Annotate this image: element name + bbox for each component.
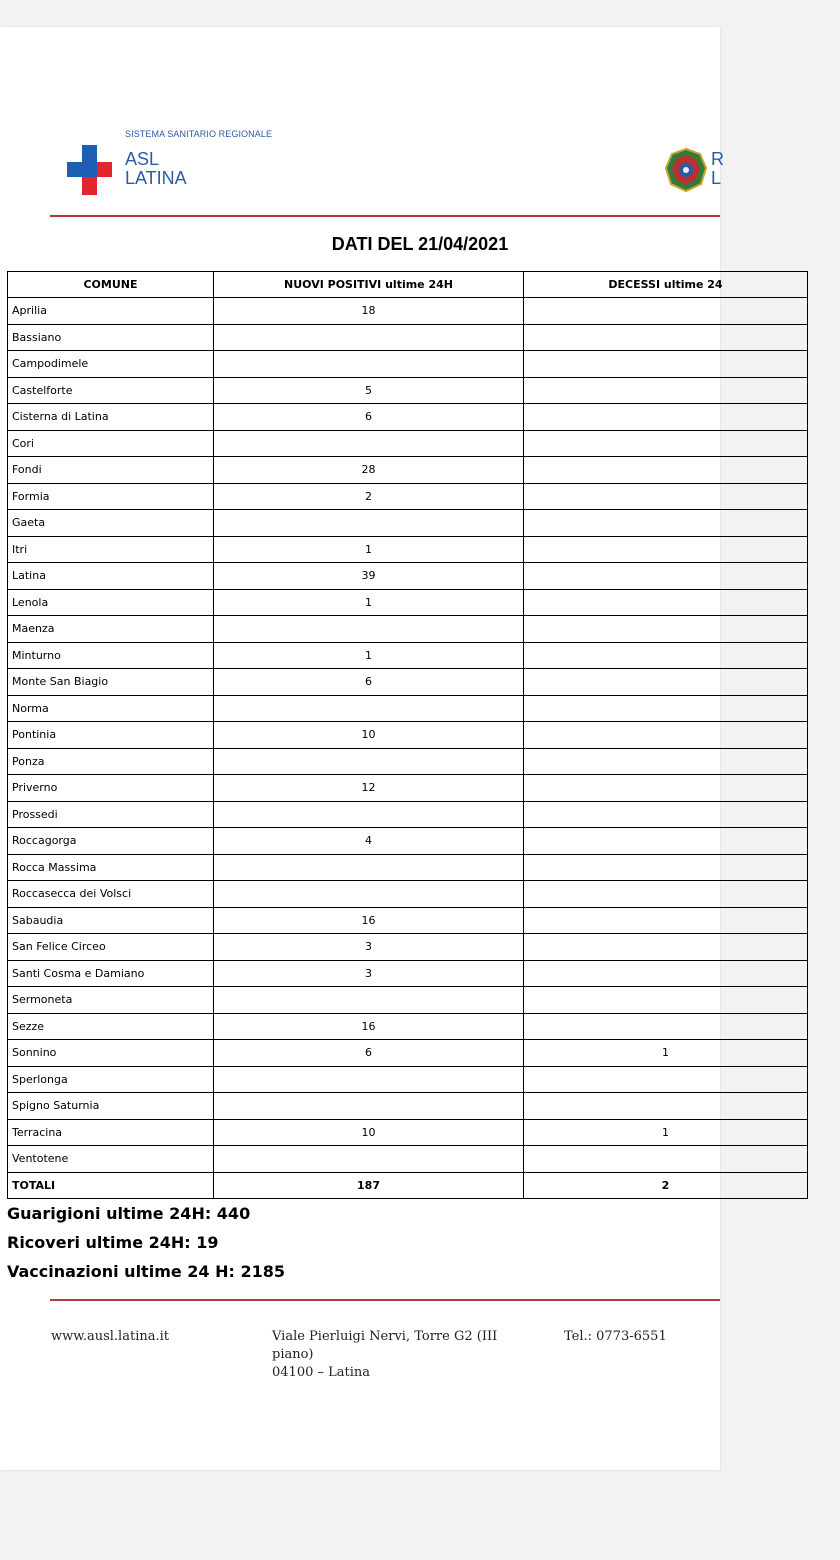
decessi-cell <box>524 695 808 722</box>
decessi-cell <box>524 722 808 749</box>
comune-cell: Cori <box>8 430 214 457</box>
vaccinations-summary: Vaccinazioni ultime 24 H: 2185 <box>7 1262 286 1281</box>
footer-divider <box>50 1299 720 1301</box>
decessi-cell <box>524 987 808 1014</box>
nuovi-positivi-cell <box>214 324 524 351</box>
table-row <box>8 854 808 881</box>
nuovi-positivi-cell: 187 <box>214 1172 524 1199</box>
nuovi-positivi-cell <box>214 854 524 881</box>
nuovi-positivi-cell: 2 <box>214 483 524 510</box>
system-label: SISTEMA SANITARIO REGIONALE <box>125 129 273 139</box>
nuovi-positivi-cell: 5 <box>214 377 524 404</box>
decessi-cell <box>524 907 808 934</box>
comune-cell: Sezze <box>8 1013 214 1040</box>
decessi-cell: 2 <box>524 1172 808 1199</box>
footer-address-line1: Viale Pierluigi Nervi, Torre G2 (III <box>272 1329 498 1344</box>
comune-cell: Cisterna di Latina <box>8 404 214 431</box>
region-lazio-logo <box>665 148 707 192</box>
comune-cell: Sermoneta <box>8 987 214 1014</box>
comune-cell: Ventotene <box>8 1146 214 1173</box>
table-row <box>8 1093 808 1120</box>
nuovi-positivi-cell: 28 <box>214 457 524 484</box>
nuovi-positivi-cell: 6 <box>214 404 524 431</box>
decessi-cell <box>524 881 808 908</box>
decessi-cell <box>524 934 808 961</box>
decessi-cell <box>524 1066 808 1093</box>
comune-cell: Prossedi <box>8 801 214 828</box>
decessi-cell <box>524 960 808 987</box>
comune-cell: Roccagorga <box>8 828 214 855</box>
footer-address-line3: 04100 – Latina <box>272 1365 371 1380</box>
comune-cell: Monte San Biagio <box>8 669 214 696</box>
nuovi-positivi-cell: 12 <box>214 775 524 802</box>
decessi-cell: 1 <box>524 1040 808 1067</box>
table-row <box>8 1119 808 1146</box>
table-row <box>8 430 808 457</box>
nuovi-positivi-cell <box>214 695 524 722</box>
table-row <box>8 987 808 1014</box>
comune-cell: Sonnino <box>8 1040 214 1067</box>
decessi-cell <box>524 1093 808 1120</box>
nuovi-positivi-cell <box>214 510 524 537</box>
nuovi-positivi-cell: 3 <box>214 960 524 987</box>
nuovi-positivi-cell: 1 <box>214 589 524 616</box>
column-header-decessi: DECESSI ultime 24 <box>524 272 808 298</box>
table-row <box>8 1146 808 1173</box>
nuovi-positivi-cell: 3 <box>214 934 524 961</box>
decessi-cell <box>524 1146 808 1173</box>
table-row <box>8 377 808 404</box>
decessi-cell <box>524 748 808 775</box>
asl-cross-logo <box>67 145 112 195</box>
comune-cell: Latina <box>8 563 214 590</box>
comune-cell: Lenola <box>8 589 214 616</box>
totals-row <box>8 1172 808 1199</box>
nuovi-positivi-cell: 39 <box>214 563 524 590</box>
table-row <box>8 775 808 802</box>
nuovi-positivi-cell <box>214 987 524 1014</box>
table-row <box>8 934 808 961</box>
nuovi-positivi-cell <box>214 881 524 908</box>
decessi-cell <box>524 430 808 457</box>
table-row <box>8 642 808 669</box>
comune-cell: Sabaudia <box>8 907 214 934</box>
comune-cell: San Felice Circeo <box>8 934 214 961</box>
region-name-partial: R L <box>711 149 724 188</box>
comune-cell: Roccasecca dei Volsci <box>8 881 214 908</box>
table-row <box>8 589 808 616</box>
comune-cell: Sperlonga <box>8 1066 214 1093</box>
table-row <box>8 748 808 775</box>
table-row <box>8 1040 808 1067</box>
nuovi-positivi-cell <box>214 748 524 775</box>
table-row <box>8 536 808 563</box>
nuovi-positivi-cell: 18 <box>214 298 524 325</box>
decessi-cell <box>524 563 808 590</box>
table-row <box>8 907 808 934</box>
nuovi-positivi-cell <box>214 1093 524 1120</box>
comune-cell: Bassiano <box>8 324 214 351</box>
table-row <box>8 324 808 351</box>
nuovi-positivi-cell: 10 <box>214 722 524 749</box>
footer-address-line2: piano) <box>272 1347 314 1362</box>
header-divider <box>50 215 720 217</box>
table-row <box>8 881 808 908</box>
nuovi-positivi-cell <box>214 1066 524 1093</box>
table-row <box>8 695 808 722</box>
table-row <box>8 828 808 855</box>
comune-cell: Fondi <box>8 457 214 484</box>
table-row <box>8 351 808 378</box>
footer-phone: Tel.: 0773-6551 <box>564 1329 667 1344</box>
nuovi-positivi-cell: 16 <box>214 907 524 934</box>
decessi-cell <box>524 616 808 643</box>
footer-website: www.ausl.latina.it <box>51 1329 169 1344</box>
nuovi-positivi-cell: 6 <box>214 1040 524 1067</box>
column-header-comune: COMUNE <box>8 272 214 298</box>
table-row <box>8 722 808 749</box>
comune-cell: Aprilia <box>8 298 214 325</box>
nuovi-positivi-cell <box>214 351 524 378</box>
comune-cell: Minturno <box>8 642 214 669</box>
table-row <box>8 298 808 325</box>
comune-cell: Spigno Saturnia <box>8 1093 214 1120</box>
comune-cell: Ponza <box>8 748 214 775</box>
decessi-cell <box>524 457 808 484</box>
recoveries-summary: Guarigioni ultime 24H: 440 <box>7 1204 251 1223</box>
nuovi-positivi-cell: 1 <box>214 642 524 669</box>
comune-cell: Itri <box>8 536 214 563</box>
decessi-cell: 1 <box>524 1119 808 1146</box>
decessi-cell <box>524 510 808 537</box>
decessi-cell <box>524 854 808 881</box>
nuovi-positivi-cell: 4 <box>214 828 524 855</box>
nuovi-positivi-cell <box>214 801 524 828</box>
decessi-cell <box>524 1013 808 1040</box>
nuovi-positivi-cell <box>214 616 524 643</box>
decessi-cell <box>524 298 808 325</box>
table-row <box>8 1066 808 1093</box>
comune-cell: Formia <box>8 483 214 510</box>
table-header-row <box>8 272 808 298</box>
asl-line1: ASL <box>125 149 160 169</box>
decessi-cell <box>524 377 808 404</box>
decessi-cell <box>524 351 808 378</box>
decessi-cell <box>524 536 808 563</box>
nuovi-positivi-cell: 16 <box>214 1013 524 1040</box>
decessi-cell <box>524 801 808 828</box>
footer-address <box>272 1328 512 1382</box>
comune-cell: TOTALI <box>8 1172 214 1199</box>
comune-cell: Rocca Massima <box>8 854 214 881</box>
cases-table <box>7 271 808 1199</box>
table-row <box>8 669 808 696</box>
decessi-cell <box>524 775 808 802</box>
asl-line2: LATINA <box>125 168 187 188</box>
nuovi-positivi-cell: 10 <box>214 1119 524 1146</box>
comune-cell: Castelforte <box>8 377 214 404</box>
comune-cell: Norma <box>8 695 214 722</box>
comune-cell: Pontinia <box>8 722 214 749</box>
table-row <box>8 801 808 828</box>
document-page <box>0 27 724 1470</box>
page-title: DATI DEL 21/04/2021 <box>331 234 509 254</box>
table-row <box>8 483 808 510</box>
comune-cell: Gaeta <box>8 510 214 537</box>
table-row <box>8 1013 808 1040</box>
table-row <box>8 616 808 643</box>
decessi-cell <box>524 669 808 696</box>
comune-cell: Campodimele <box>8 351 214 378</box>
table-row <box>8 457 808 484</box>
nuovi-positivi-cell <box>214 1146 524 1173</box>
nuovi-positivi-cell: 6 <box>214 669 524 696</box>
nuovi-positivi-cell: 1 <box>214 536 524 563</box>
comune-cell: Maenza <box>8 616 214 643</box>
nuovi-positivi-cell <box>214 430 524 457</box>
decessi-cell <box>524 404 808 431</box>
asl-name <box>125 150 187 188</box>
decessi-cell <box>524 828 808 855</box>
hospitalizations-summary: Ricoveri ultime 24H: 19 <box>7 1233 219 1252</box>
decessi-cell <box>524 483 808 510</box>
table-row <box>8 404 808 431</box>
decessi-cell <box>524 324 808 351</box>
comune-cell: Santi Cosma e Damiano <box>8 960 214 987</box>
table-row <box>8 960 808 987</box>
table-row <box>8 563 808 590</box>
decessi-cell <box>524 642 808 669</box>
column-header-nuovi-positivi: NUOVI POSITIVI ultime 24H <box>214 272 524 298</box>
table-row <box>8 510 808 537</box>
comune-cell: Terracina <box>8 1119 214 1146</box>
comune-cell: Priverno <box>8 775 214 802</box>
decessi-cell <box>524 589 808 616</box>
